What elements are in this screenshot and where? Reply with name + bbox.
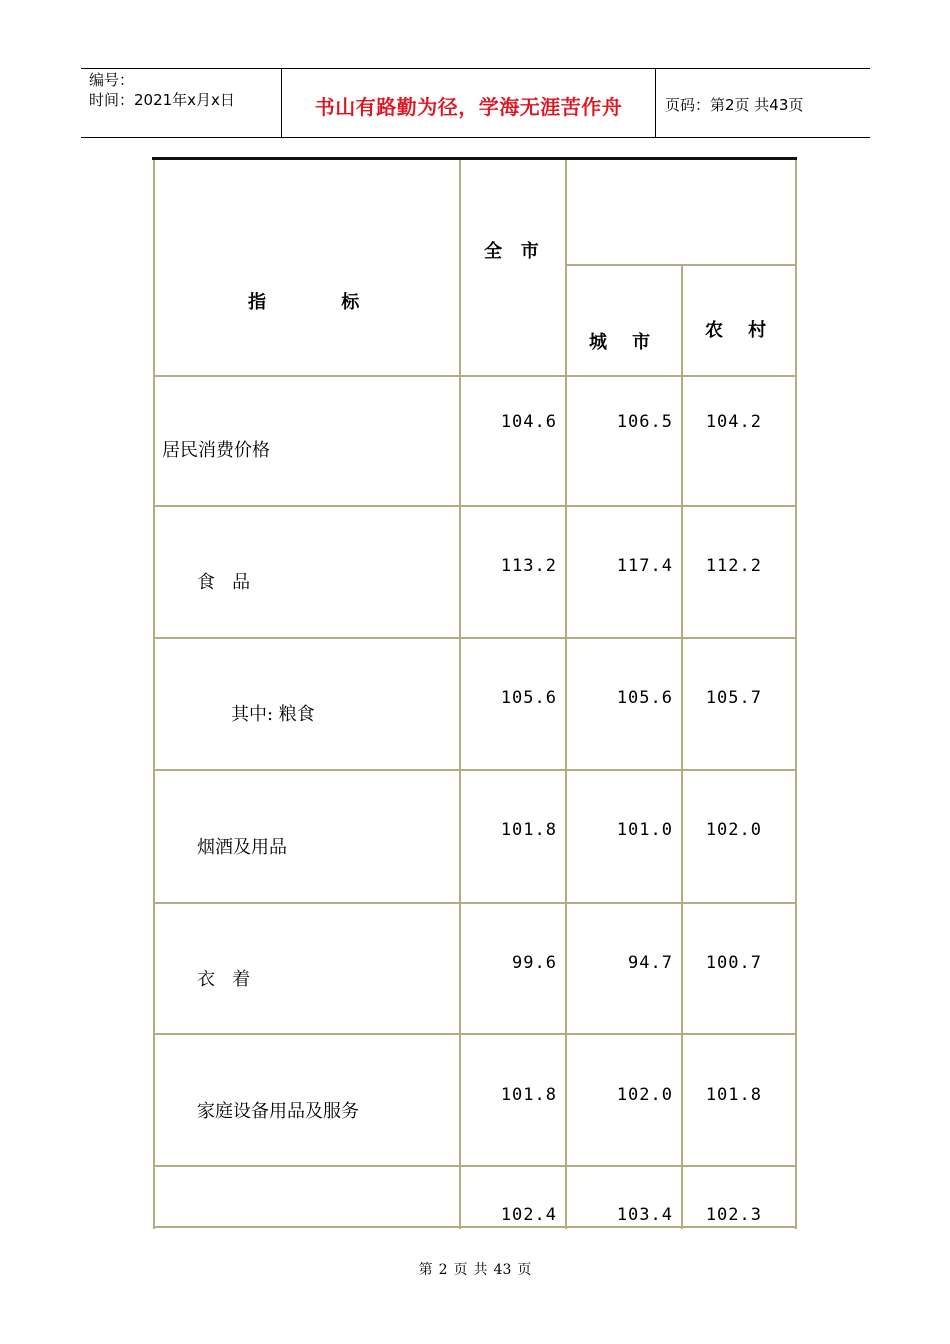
cell-urban: 94.7 [628, 953, 673, 973]
row-divider [153, 902, 796, 904]
footer-ye: 页 [453, 1262, 468, 1278]
column-header-indicator: 指 标 [248, 292, 360, 313]
row-label: 烟酒及用品 [197, 837, 287, 858]
cell-whole-city: 105.6 [500, 688, 557, 708]
column-header-urban: 城 市 [589, 332, 651, 353]
cell-whole-city: 101.8 [500, 820, 557, 840]
row-label: 食 品 [197, 572, 251, 593]
motto-text: 书山有路勤为径，学海无涯苦作舟 [314, 95, 623, 119]
page-footer [0, 1259, 950, 1279]
row-label: 家庭设备用品及服务 [197, 1101, 359, 1122]
cell-whole-city: 101.8 [500, 1085, 557, 1105]
column-header-whole-city: 全 市 [484, 241, 539, 262]
row-divider [153, 637, 796, 639]
serial-label: 编号： [89, 71, 135, 89]
footer-page-number: 2 [438, 1262, 448, 1278]
table-top-rule [152, 157, 797, 160]
row-divider [153, 505, 796, 507]
cell-rural: 102.3 [705, 1205, 762, 1225]
header-page-cell [655, 69, 870, 137]
cell-whole-city: 113.2 [500, 556, 557, 576]
footer-ye: 页 [517, 1262, 532, 1278]
row-label: 衣 着 [197, 969, 251, 990]
row-divider [153, 769, 796, 771]
row-divider [153, 375, 796, 377]
cell-urban: 117.4 [616, 556, 673, 576]
page-label: 页码：第2页 共43页 [665, 96, 804, 114]
cell-urban: 105.6 [616, 688, 673, 708]
cell-rural: 102.0 [705, 820, 762, 840]
column-divider [459, 160, 461, 1229]
cell-rural: 100.7 [705, 953, 762, 973]
row-label: 其中: 粮食 [231, 704, 315, 725]
column-divider [565, 160, 567, 1229]
column-header-rural: 农 村 [705, 320, 767, 341]
footer-gong: 共 [473, 1262, 488, 1278]
footer-di: 第 [418, 1262, 433, 1278]
time-label: 时间：2021年x月x日 [89, 91, 235, 109]
row-label: 居民消费价格 [162, 440, 270, 461]
header-meta [81, 69, 281, 137]
cell-whole-city: 104.6 [500, 412, 557, 432]
cell-whole-city: 99.6 [512, 953, 557, 973]
table-border-right [795, 160, 797, 1229]
cell-whole-city: 102.4 [500, 1205, 557, 1225]
cell-rural: 104.2 [705, 412, 762, 432]
cell-rural: 101.8 [705, 1085, 762, 1105]
cell-rural: 105.7 [705, 688, 762, 708]
cell-urban: 103.4 [616, 1205, 673, 1225]
header-motto-cell [281, 69, 656, 137]
table-border-left [153, 160, 155, 1229]
row-divider [153, 1165, 796, 1167]
page-header [81, 68, 870, 138]
cell-urban: 106.5 [616, 412, 673, 432]
row-divider [153, 1033, 796, 1035]
header-subrule [566, 264, 796, 266]
footer-total-pages: 43 [493, 1262, 512, 1278]
cell-urban: 102.0 [616, 1085, 673, 1105]
cell-rural: 112.2 [705, 556, 762, 576]
table-bottom-rule [153, 1226, 796, 1228]
cell-urban: 101.0 [616, 820, 673, 840]
